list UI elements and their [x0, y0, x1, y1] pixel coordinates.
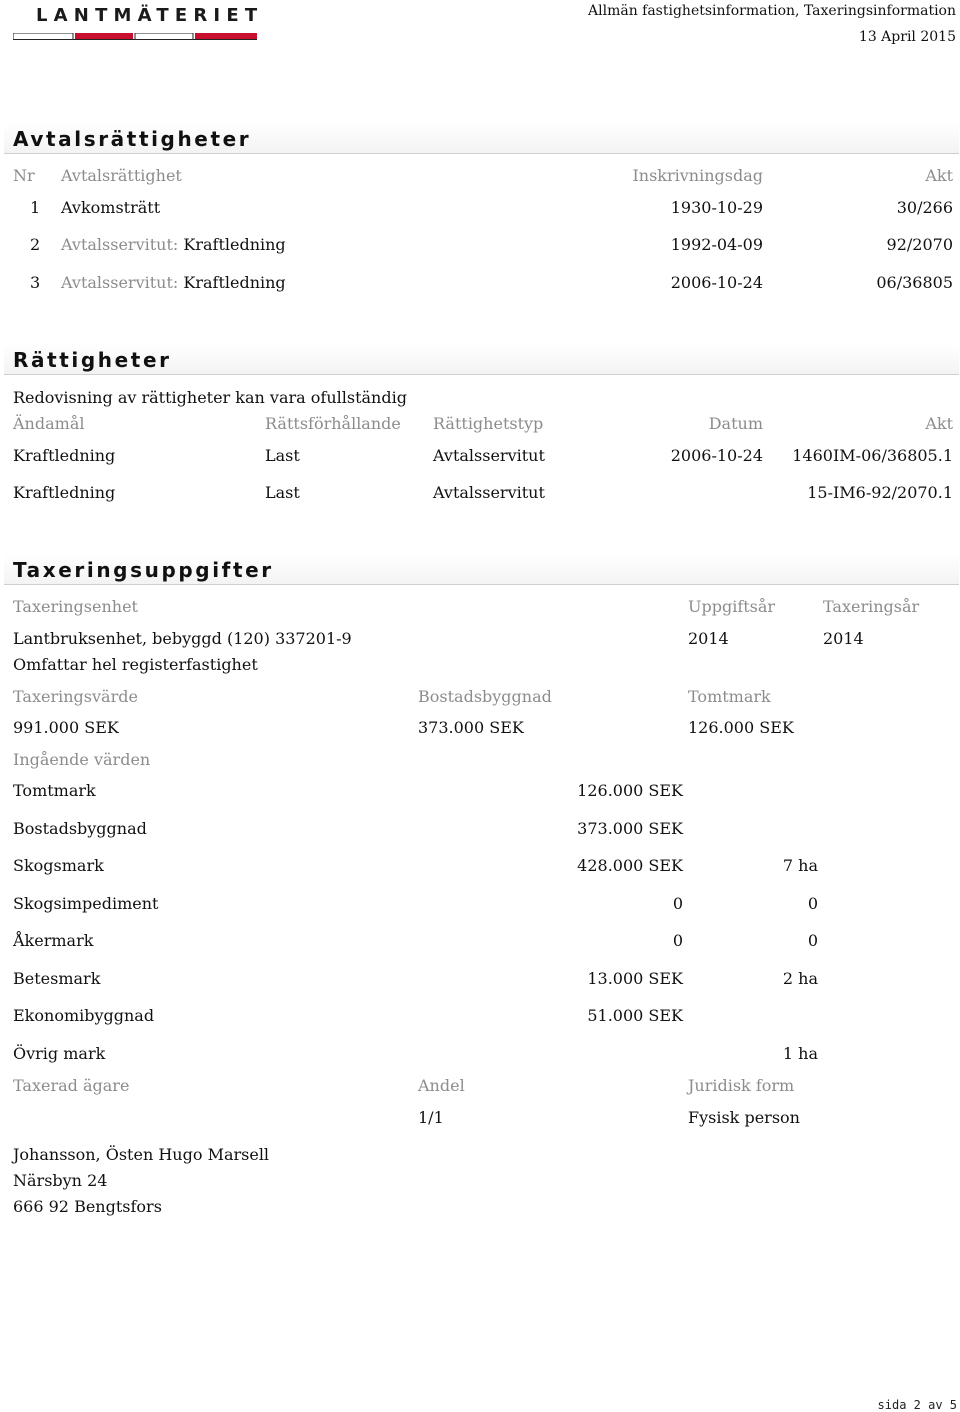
- ingaende-value: 0: [672, 894, 683, 913]
- col-nr: Nr: [13, 166, 35, 185]
- col-avtalsrattighet: Avtalsrättighet: [61, 166, 182, 185]
- section-title: Rättigheter: [13, 348, 172, 372]
- row-forhallande: Last: [265, 483, 300, 502]
- ingaende-area: 7 ha: [782, 856, 818, 875]
- col-juridisk-form: Juridisk form: [688, 1076, 795, 1095]
- owner-street: Närsbyn 24: [13, 1171, 108, 1190]
- rattigheter-note: Redovisning av rättigheter kan vara ofullständig: [13, 388, 407, 407]
- document-title: Allmän fastighetsinformation, Taxeringsinformation: [588, 3, 956, 19]
- row-dag: 2006-10-24: [670, 273, 763, 292]
- bostadsbyggnad-value: 373.000 SEK: [418, 718, 524, 737]
- row-andamal: Kraftledning: [13, 446, 116, 465]
- row-akt: 15-IM6-92/2070.1: [807, 483, 953, 502]
- row-dag: 1930-10-29: [670, 198, 763, 217]
- ingaende-value: 373.000 SEK: [577, 819, 683, 838]
- row-avtal: Avkomsträtt: [61, 198, 161, 217]
- row-forhallande: Last: [265, 446, 300, 465]
- document-date: 13 April 2015: [858, 29, 956, 45]
- row-dag: 1992-04-09: [670, 235, 763, 254]
- ingaende-label: Tomtmark: [13, 781, 96, 800]
- row-akt: 06/36805: [876, 273, 953, 292]
- col-taxerad-agare: Taxerad ägare: [13, 1076, 130, 1095]
- owner-city: 666 92 Bengtsfors: [13, 1197, 162, 1216]
- row-name: [61, 235, 286, 254]
- ingaende-value: 13.000 SEK: [587, 969, 683, 988]
- row-andamal: Kraftledning: [13, 483, 116, 502]
- ingaende-label: Åkermark: [13, 931, 94, 950]
- col-taxeringsar: Taxeringsår: [823, 597, 920, 616]
- ingaende-value: 51.000 SEK: [587, 1006, 683, 1025]
- row-nr: 1: [30, 198, 41, 217]
- row-nr: 2: [30, 235, 41, 254]
- section-avtalsrattigheter: [4, 123, 959, 154]
- col-bostadsbyggnad: Bostadsbyggnad: [418, 687, 552, 706]
- tomtmark-value: 126.000 SEK: [688, 718, 794, 737]
- ingaende-area: 0: [807, 894, 818, 913]
- section-taxeringsuppgifter: [4, 554, 959, 585]
- taxeringsar-value: 2014: [823, 629, 864, 648]
- col-taxeringsvarde: Taxeringsvärde: [13, 687, 138, 706]
- ingaende-label: Skogsimpediment: [13, 894, 159, 913]
- row-avtal: Kraftledning: [183, 273, 286, 292]
- row-prefix: Avtalsservitut:: [61, 235, 184, 254]
- ingaende-varden-title: Ingående värden: [13, 750, 151, 769]
- row-nr: 3: [30, 273, 41, 292]
- taxeringsvarde-value: 991.000 SEK: [13, 718, 119, 737]
- juridisk-form-value: Fysisk person: [688, 1108, 800, 1127]
- ingaende-label: Skogsmark: [13, 856, 104, 875]
- andel-value: 1/1: [418, 1108, 444, 1127]
- col-rattighetstyp: Rättighetstyp: [433, 414, 544, 433]
- row-akt: 1460IM-06/36805.1: [792, 446, 953, 465]
- ingaende-label: Övrig mark: [13, 1044, 106, 1063]
- ingaende-label: Betesmark: [13, 969, 101, 988]
- col-taxeringsenhet: Taxeringsenhet: [13, 597, 138, 616]
- row-name: [61, 198, 160, 217]
- row-akt: 30/266: [896, 198, 953, 217]
- ingaende-area: 2 ha: [782, 969, 818, 988]
- logo: LANTMÄTERIET: [36, 5, 264, 26]
- section-rattigheter: [4, 344, 959, 375]
- row-typ: Avtalsservitut: [433, 446, 545, 465]
- ingaende-value: 0: [672, 931, 683, 950]
- logo-bar: [13, 33, 257, 40]
- row-name: [61, 273, 286, 292]
- section-title: Avtalsrättigheter: [13, 127, 252, 151]
- row-prefix: Avtalsservitut:: [61, 273, 184, 292]
- col-akt: Akt: [925, 414, 953, 433]
- ingaende-area: 1 ha: [782, 1044, 818, 1063]
- ingaende-label: Bostadsbyggnad: [13, 819, 147, 838]
- row-akt: 92/2070: [886, 235, 953, 254]
- uppgiftsar-value: 2014: [688, 629, 729, 648]
- row-datum: 2006-10-24: [670, 446, 763, 465]
- col-datum: Datum: [708, 414, 763, 433]
- ingaende-label: Ekonomibyggnad: [13, 1006, 155, 1025]
- ingaende-value: 428.000 SEK: [577, 856, 683, 875]
- owner-name: Johansson, Östen Hugo Marsell: [13, 1145, 270, 1164]
- col-andamal: Ändamål: [13, 414, 85, 433]
- page-number: sida 2 av 5: [877, 1398, 957, 1412]
- ingaende-value: 126.000 SEK: [577, 781, 683, 800]
- col-uppgiftsar: Uppgiftsår: [688, 597, 776, 616]
- col-andel: Andel: [418, 1076, 465, 1095]
- col-inskrivningsdag: Inskrivningsdag: [632, 166, 763, 185]
- ingaende-area: 0: [807, 931, 818, 950]
- section-title: Taxeringsuppgifter: [13, 558, 274, 582]
- row-avtal: Kraftledning: [183, 235, 286, 254]
- col-rattsforhallande: Rättsförhållande: [265, 414, 401, 433]
- taxeringsenhet-value: Lantbruksenhet, bebyggd (120) 337201-9: [13, 629, 352, 648]
- omfattar-text: Omfattar hel registerfastighet: [13, 655, 258, 674]
- col-tomtmark: Tomtmark: [688, 687, 771, 706]
- col-akt: Akt: [925, 166, 953, 185]
- row-typ: Avtalsservitut: [433, 483, 545, 502]
